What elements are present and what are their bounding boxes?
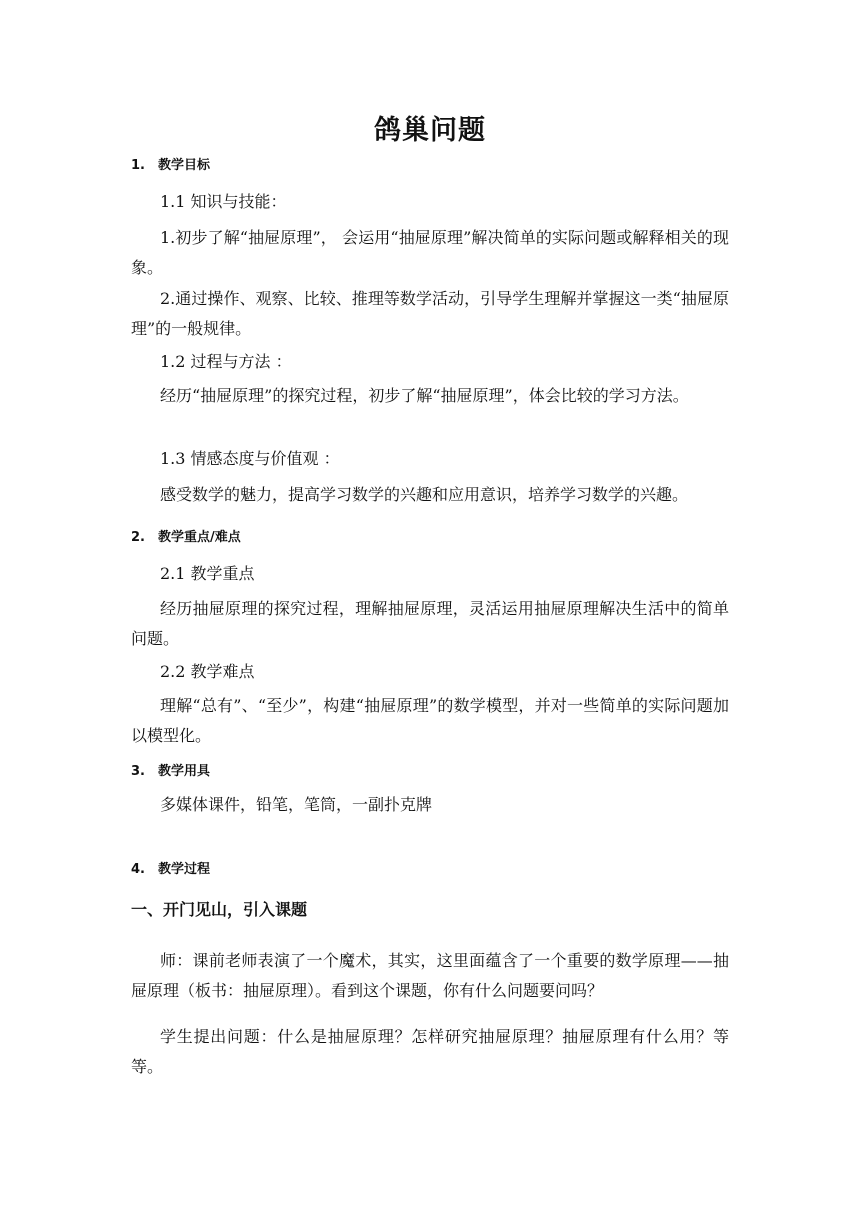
paragraph-goal-4: 感受数学的魅力，提高学习数学的兴趣和应用意识，培养学习数学的兴趣。 <box>160 485 689 504</box>
section-number: 3. <box>131 764 145 779</box>
paragraph-goal-3: 经历“抽屉原理”的探究过程，初步了解“抽屉原理”，体会比较的学习方法。 <box>160 386 689 405</box>
part-heading-intro: 一、开门见山，引入课题 <box>131 900 308 919</box>
section-heading-2 <box>131 526 241 545</box>
section-number: 4. <box>131 862 145 877</box>
paragraph-goal-1: 1.初步了解“抽屉原理”， 会运用“抽屉原理”解决简单的实际问题或解释相关的现象。 <box>131 228 729 277</box>
section-heading-4 <box>131 858 210 877</box>
section-heading-1 <box>131 154 210 173</box>
subheading-difficulty: 2.2 教学难点 <box>160 662 255 681</box>
paragraph-goal-2: 2.通过操作、观察、比较、推理等数学活动，引导学生理解并掌握这一类“抽屉原理”的一般规律。 <box>131 289 729 338</box>
subheading-key-point: 2.1 教学重点 <box>160 564 255 583</box>
paragraph-difficulty: 理解“总有”、“至少”，构建“抽屉原理”的数学模型，并对一些简单的实际问题加以模型化。 <box>131 696 729 745</box>
paragraph-tools: 多媒体课件，铅笔，笔筒，一副扑克牌 <box>160 795 433 814</box>
paragraph-teacher-intro: 师：课前老师表演了一个魔术，其实，这里面蕴含了一个重要的数学原理——抽屉原理（板书：抽屉原理）。看到这个课题，你有什么问题要问吗？ <box>131 951 729 1000</box>
section-title: 教学用具 <box>158 764 211 779</box>
subheading-attitude-values: 1.3 情感态度与价值观 ： <box>160 449 340 468</box>
subheading-knowledge-skills: 1.1 知识与技能： <box>160 192 287 211</box>
section-number: 2. <box>131 530 145 545</box>
paragraph-key-point: 经历抽屉原理的探究过程，理解抽屉原理，灵活运用抽屉原理解决生活中的简单问题。 <box>131 599 729 648</box>
section-title: 教学目标 <box>158 158 211 173</box>
section-title: 教学重点/难点 <box>158 530 241 545</box>
page-title: 鸽巢问题 <box>374 115 486 146</box>
subheading-process-method: 1.2 过程与方法 ： <box>160 352 292 371</box>
section-title: 教学过程 <box>158 862 211 877</box>
section-number: 1. <box>131 158 145 173</box>
paragraph-student-questions: 学生提出问题：什么是抽屉原理？怎样研究抽屉原理？抽屉原理有什么用？等等。 <box>131 1027 729 1076</box>
section-heading-3 <box>131 760 210 779</box>
